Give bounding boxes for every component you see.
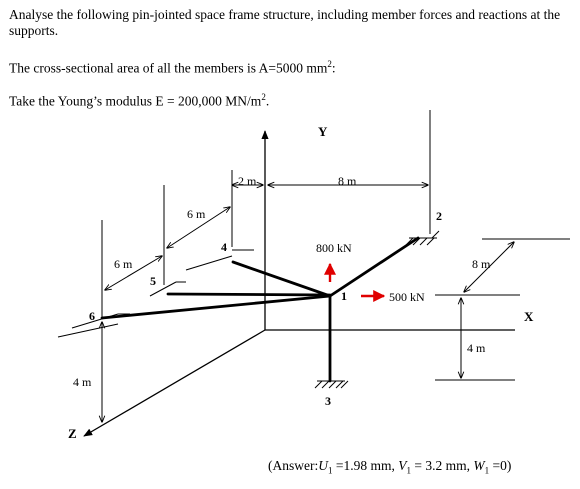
answer-w-subscript: 1 [484,465,490,476]
horizontal-load-label: 500 kN [389,290,425,304]
answer-u-symbol: U [318,458,328,473]
answer-w-value: =0) [489,458,512,473]
modulus-end: . [265,93,270,109]
modulus-text: Take the Young’s modulus E = 200,000 MN/m [9,93,262,109]
area-text: The cross-sectional area of all the members is A=5000 mm [9,60,328,76]
node-5-label: 5 [150,274,156,288]
node-platforms [72,250,254,328]
dim-4m-right-label: 4 m [467,341,486,355]
dim-6m-lower-label: 6 m [114,257,133,271]
answer-v-value: = 3.2 mm, [411,458,474,473]
area-superscript: 2 [327,59,332,69]
z-axis-label: Z [68,426,77,441]
node-2-label: 2 [436,209,442,223]
modulus-superscript: 2 [261,92,266,102]
answer-v-symbol: V [398,458,407,473]
dim-2m-label: 2 m [238,174,257,188]
dim-8m-top-label: 8 m [338,174,357,188]
reference-lines [58,110,570,380]
node-3-label: 3 [325,394,331,408]
member-1-5 [168,294,330,295]
axes [84,131,515,436]
area-end: : [331,60,336,76]
answer-v-subscript: 1 [406,465,411,476]
member-1-4 [233,262,330,296]
answer-line [268,458,511,476]
node-6-label: 6 [89,309,95,323]
dim-6m-upper-label: 6 m [187,207,206,221]
dim-4m-left-label: 4 m [73,375,92,389]
answer-w-symbol: W [473,458,485,473]
x-axis-label: X [524,309,534,324]
y-axis-label: Y [318,124,328,139]
z-axis-line [84,330,265,436]
node-4-label: 4 [221,240,227,254]
node-1-label: 1 [341,289,347,303]
member-1-6 [102,296,330,318]
answer-prefix: (Answer: [268,458,319,473]
support-3 [315,381,348,388]
vertical-load-label: 800 kN [316,241,352,255]
problem-intro: Analyse the following pin-jointed space frame structure, including member forces and reactions at the supports. [9,7,561,38]
answer-u-subscript: 1 [328,465,333,476]
answer-u-value: =1.98 mm, [332,458,399,473]
dim-8m-right-label: 8 m [472,257,491,271]
members [102,238,418,381]
